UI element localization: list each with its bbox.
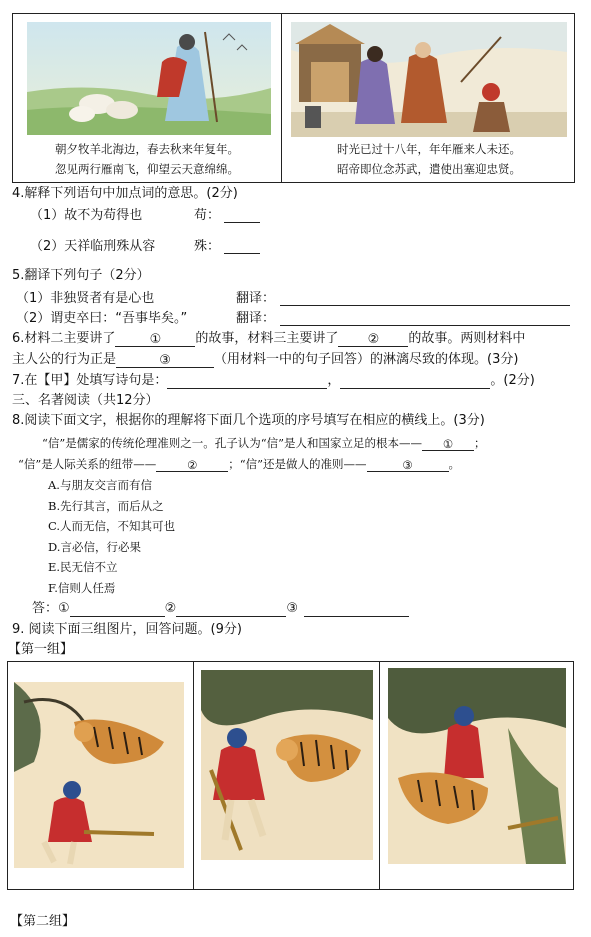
q6-blank-1-mark: ① bbox=[149, 332, 162, 347]
q8-answer-blank-2[interactable] bbox=[176, 602, 286, 617]
q8-blank-2-mark: ② bbox=[187, 458, 198, 472]
q9-group-1-label: 【第一组】 bbox=[8, 642, 74, 657]
q6-blank-3[interactable] bbox=[116, 353, 214, 368]
q9-group-1-panel bbox=[7, 661, 574, 890]
left-caption-line-2: 忽见两行雁南飞，仰望云天意绵绵。 bbox=[55, 162, 239, 176]
q8-blank-1-mark: ① bbox=[442, 437, 454, 451]
q7-end: 。(2分) bbox=[490, 373, 535, 388]
q9-title: 9. 阅读下面三组图片，回答问题。(9分) bbox=[12, 622, 242, 637]
q4-item-1 bbox=[30, 208, 221, 224]
q8-option-a: A.与朋友交言而有信 bbox=[48, 478, 152, 492]
q8-para-2-mid: ；“信”还是做人的准则—— bbox=[228, 457, 367, 471]
q4-answer-blank-1[interactable] bbox=[224, 208, 260, 223]
q4-item-2-text: （2）天祥临刑殊从容 bbox=[30, 239, 156, 254]
q8-para-2-start: “信”是人际关系的纽带—— bbox=[18, 457, 157, 471]
q6-line-2-start: 主人公的行为正是 bbox=[12, 352, 117, 367]
su-wu-return-image bbox=[291, 22, 567, 137]
q8-answer-mark-1: ① bbox=[58, 601, 70, 616]
q8-title: 8.阅读下面文字，根据你的理解将下面几个选项的序号填写在相应的横线上。(3分) bbox=[12, 413, 485, 428]
tiger-fight-image-3 bbox=[388, 668, 566, 864]
q8-blank-1[interactable] bbox=[422, 436, 474, 451]
q8-para-1-end: ； bbox=[474, 436, 486, 450]
q6-blank-1[interactable] bbox=[115, 332, 195, 347]
q6-line-2 bbox=[12, 352, 518, 368]
q5-item-2-text: （2）谓吏卒曰：“吾事毕矣。” bbox=[16, 311, 188, 326]
q8-option-c: C.人而无信，不知其可也 bbox=[48, 519, 176, 533]
q5-item-2 bbox=[16, 311, 276, 327]
q7-line bbox=[12, 373, 535, 389]
su-wu-herding-sheep-image bbox=[27, 22, 271, 135]
q6-part-3: 的故事。两则材料中 bbox=[408, 331, 526, 346]
q8-answer-blank-1[interactable] bbox=[70, 602, 165, 617]
q8-blank-3[interactable] bbox=[367, 457, 449, 472]
q8-para-2-end: 。 bbox=[448, 457, 461, 471]
q8-option-f: F.信则人任焉 bbox=[48, 581, 116, 595]
section-3-heading: 三、名著阅读（共12分） bbox=[12, 393, 159, 408]
q6-blank-3-mark: ③ bbox=[159, 353, 171, 368]
q6-line-2-end: （用材料一中的句子回答）的淋漓尽致的体现。(3分) bbox=[214, 352, 519, 367]
group-1-divider-2 bbox=[379, 662, 380, 889]
q5-item-2-label: 翻译： bbox=[236, 311, 276, 326]
q4-item-1-word: 苟： bbox=[194, 208, 221, 223]
q4-item-2 bbox=[30, 239, 221, 255]
q8-para-1-text: “信”是儒家的传统伦理准则之一。孔子认为“信”是人和国家立足的根本—— bbox=[42, 436, 423, 450]
q5-translation-blank-2[interactable] bbox=[280, 311, 570, 326]
top-illustration-panel bbox=[12, 13, 575, 183]
q5-translation-blank-1[interactable] bbox=[280, 291, 570, 306]
right-caption bbox=[282, 139, 576, 179]
q6-blank-2[interactable] bbox=[338, 332, 408, 347]
q8-paragraph-1 bbox=[42, 435, 486, 451]
q4-answer-blank-2[interactable] bbox=[224, 239, 260, 254]
q6-blank-2-mark: ② bbox=[367, 332, 380, 347]
q4-item-2-word: 殊： bbox=[194, 239, 221, 254]
q8-answer-line bbox=[32, 601, 409, 617]
q7-blank-2[interactable] bbox=[340, 374, 490, 389]
q8-option-d: D.言必信，行必果 bbox=[48, 540, 141, 554]
q5-item-1-label: 翻译： bbox=[236, 291, 276, 306]
q6-line-1 bbox=[12, 331, 525, 347]
q8-blank-3-mark: ③ bbox=[402, 458, 413, 472]
left-caption bbox=[13, 139, 281, 179]
q4-title: 4.解释下列语句中加点词的意思。(2分) bbox=[12, 186, 238, 201]
q6-part-1: 6.材料二主要讲了 bbox=[12, 331, 116, 346]
q7-blank-1[interactable] bbox=[167, 374, 327, 389]
q8-option-e: E.民无信不立 bbox=[48, 560, 118, 574]
q8-paragraph-2 bbox=[18, 456, 460, 472]
q7-separator: ， bbox=[327, 373, 341, 388]
tiger-fight-image-2 bbox=[201, 670, 373, 860]
q8-answer-label: 答： bbox=[32, 601, 59, 616]
q9-group-2-label: 【第二组】 bbox=[10, 914, 76, 929]
right-caption-line-2: 昭帝即位念苏武，遣使出塞迎忠贤。 bbox=[337, 162, 521, 176]
q6-part-2: 的故事，材料三主要讲了 bbox=[195, 331, 339, 346]
group-1-divider-1 bbox=[193, 662, 194, 889]
left-caption-line-1: 朝夕牧羊北海边，春去秋来年复年。 bbox=[55, 142, 239, 156]
q8-answer-mark-3: ③ bbox=[286, 601, 298, 616]
q8-answer-mark-2: ② bbox=[164, 601, 177, 616]
q5-item-1 bbox=[16, 291, 276, 307]
right-caption-line-1: 时光已过十八年，年年雁来人未还。 bbox=[337, 142, 521, 156]
q7-text: 7.在【甲】处填写诗句是： bbox=[12, 373, 168, 388]
q8-answer-blank-3[interactable] bbox=[304, 602, 409, 617]
q5-item-1-text: （1）非独贤者有是心也 bbox=[16, 291, 155, 306]
q8-blank-2[interactable] bbox=[156, 457, 228, 472]
q4-item-1-text: （1）故不为苟得也 bbox=[30, 208, 143, 223]
tiger-fight-image-1 bbox=[14, 682, 184, 868]
q5-title: 5.翻译下列句子（2分） bbox=[12, 268, 150, 283]
q8-option-b: B.先行其言，而后从之 bbox=[48, 499, 164, 513]
